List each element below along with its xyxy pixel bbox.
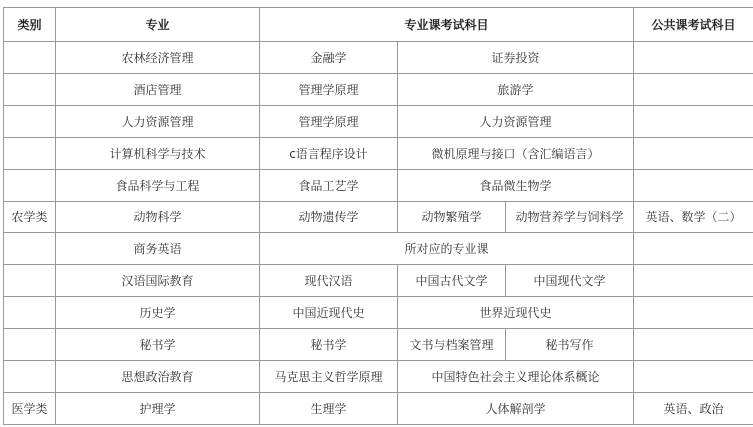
subject-cell: 证券投资 xyxy=(398,41,634,73)
subject-cell: 生理学 xyxy=(260,392,398,424)
header-public-exam: 公共课考试科目 xyxy=(634,8,753,42)
subject-cell: 秘书写作 xyxy=(506,329,634,361)
subject-cell: 动物繁殖学 xyxy=(398,201,506,233)
table-row xyxy=(4,41,753,73)
public-exam-cell xyxy=(634,233,753,265)
subject-cell: 中国近现代史 xyxy=(260,297,398,329)
public-exam-cell xyxy=(634,265,753,297)
subject-cell: 旅游学 xyxy=(398,73,634,105)
category-cell: 农学类 xyxy=(4,201,56,233)
category-cell xyxy=(4,105,56,137)
table-row xyxy=(4,73,753,105)
table-row xyxy=(4,361,753,393)
subject-cell: 人力资源管理 xyxy=(398,105,634,137)
table-row xyxy=(4,329,753,361)
category-cell xyxy=(4,297,56,329)
subject-cell: 中国特色社会主义理论体系概论 xyxy=(398,361,634,393)
major-cell: 秘书学 xyxy=(56,329,260,361)
public-exam-cell xyxy=(634,105,753,137)
subject-cell: 中国古代文学 xyxy=(398,265,506,297)
public-exam-cell xyxy=(634,169,753,201)
subject-cell: 马克思主义哲学原理 xyxy=(260,361,398,393)
major-cell: 思想政治教育 xyxy=(56,361,260,393)
subject-cell: 文书与档案管理 xyxy=(398,329,506,361)
subject-cell: 微机原理与接口（含汇编语言） xyxy=(398,137,634,169)
public-exam-cell: 英语、数学（二） xyxy=(634,201,753,233)
table-row xyxy=(4,265,753,297)
major-cell: 动物科学 xyxy=(56,201,260,233)
subject-cell: 世界近现代史 xyxy=(398,297,634,329)
public-exam-cell xyxy=(634,329,753,361)
major-cell: 护理学 xyxy=(56,392,260,424)
table-row xyxy=(4,169,753,201)
subject-cell: 管理学原理 xyxy=(260,73,398,105)
public-exam-cell xyxy=(634,73,753,105)
subject-cell: c语言程序设计 xyxy=(260,137,398,169)
category-cell xyxy=(4,233,56,265)
public-exam-cell xyxy=(634,361,753,393)
table-row xyxy=(4,201,753,233)
subject-cell: 食品工艺学 xyxy=(260,169,398,201)
major-cell: 汉语国际教育 xyxy=(56,265,260,297)
category-cell xyxy=(4,265,56,297)
major-cell: 商务英语 xyxy=(56,233,260,265)
table-row xyxy=(4,297,753,329)
header-row xyxy=(4,8,753,42)
subject-cell: 中国现代文学 xyxy=(506,265,634,297)
subject-cell: 食品微生物学 xyxy=(398,169,634,201)
public-exam-cell xyxy=(634,137,753,169)
category-cell xyxy=(4,41,56,73)
header-major: 专业 xyxy=(56,8,260,42)
category-cell xyxy=(4,329,56,361)
table-row xyxy=(4,105,753,137)
category-cell xyxy=(4,73,56,105)
public-exam-cell: 英语、政治 xyxy=(634,392,753,424)
subject-cell: 动物遗传学 xyxy=(260,201,398,233)
category-cell xyxy=(4,137,56,169)
table-row xyxy=(4,137,753,169)
category-cell xyxy=(4,361,56,393)
table-row xyxy=(4,392,753,424)
subject-cell: 管理学原理 xyxy=(260,105,398,137)
public-exam-cell xyxy=(634,297,753,329)
major-cell: 人力资源管理 xyxy=(56,105,260,137)
major-cell: 食品科学与工程 xyxy=(56,169,260,201)
subject-cell: 秘书学 xyxy=(260,329,398,361)
major-cell: 计算机科学与技术 xyxy=(56,137,260,169)
major-cell: 酒店管理 xyxy=(56,73,260,105)
public-exam-cell xyxy=(634,41,753,73)
category-cell xyxy=(4,169,56,201)
header-major-exam: 专业课考试科目 xyxy=(260,8,634,42)
subject-cell: 人体解剖学 xyxy=(398,392,634,424)
exam-subjects-table xyxy=(3,7,753,425)
category-cell: 医学类 xyxy=(4,392,56,424)
subject-cell: 动物营养学与饲料学 xyxy=(506,201,634,233)
header-category: 类别 xyxy=(4,8,56,42)
major-cell: 农林经济管理 xyxy=(56,41,260,73)
major-cell: 历史学 xyxy=(56,297,260,329)
table-row xyxy=(4,233,753,265)
subject-cell: 现代汉语 xyxy=(260,265,398,297)
subject-cell: 金融学 xyxy=(260,41,398,73)
subject-cell: 所对应的专业课 xyxy=(260,233,634,265)
